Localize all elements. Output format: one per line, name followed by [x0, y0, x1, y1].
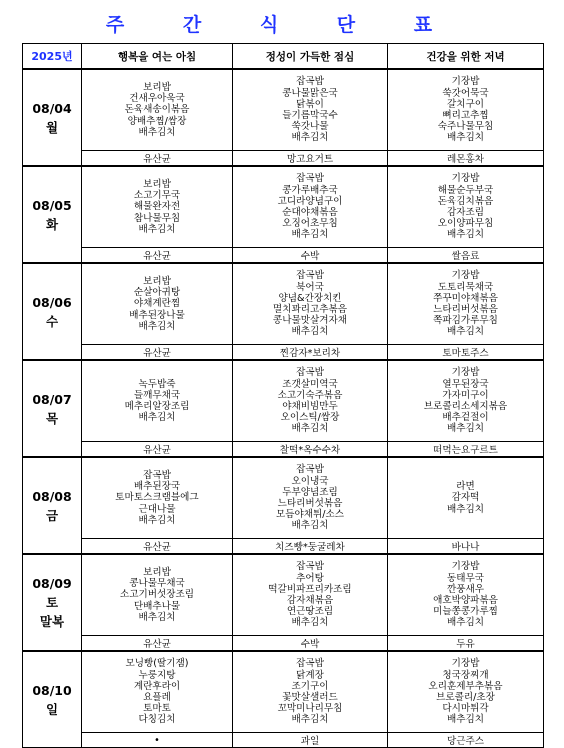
- dinner-item: 해물순두부국: [437, 184, 494, 196]
- lunch-item: 잡곡밥: [296, 173, 324, 185]
- dinner-item: 기장밥: [451, 76, 480, 88]
- lunch-item: 배추김치: [291, 617, 329, 629]
- dinner-cell: [388, 651, 544, 733]
- dinner-item: 쭈꾸미야채볶음: [433, 292, 498, 304]
- snack-morning: 유산균: [82, 442, 233, 458]
- lunch-cell: [233, 69, 388, 151]
- dinner-item: 배추김치: [446, 132, 485, 144]
- lunch-item: 들기름막국수: [282, 110, 338, 121]
- day-weekday: 일: [45, 701, 59, 717]
- dinner-item: 감자떡: [451, 492, 480, 504]
- breakfast-cell: [82, 651, 233, 733]
- breakfast-item: 토마토스크램블에그: [115, 492, 199, 504]
- day-row: [23, 263, 544, 345]
- lunch-item: 순대야채볶음: [282, 207, 338, 218]
- dinner-cell: [388, 69, 544, 151]
- snack-row: [23, 636, 544, 652]
- dinner-item: 오리훈제부추볶음: [428, 680, 503, 692]
- dinner-item: 돈육김치볶음: [437, 195, 494, 207]
- day-weekday: 수: [45, 313, 59, 329]
- lunch-item: 연근땅조림: [286, 606, 334, 618]
- breakfast-cell: [82, 554, 233, 636]
- dinner-item: 배추김치: [446, 423, 485, 435]
- lunch-item: 모듬야채튀/소스: [275, 509, 345, 521]
- lunch-item: 고디라양념구이: [277, 195, 343, 207]
- breakfast-item: 보리밥: [143, 81, 171, 93]
- snack-afternoon: 찰떡*옥수수차: [233, 442, 388, 458]
- snack-afternoon: 치즈빵*둥굴레차: [233, 539, 388, 555]
- dinner-item: 배추김치: [446, 326, 485, 338]
- dinner-item: 동태무국: [446, 572, 485, 584]
- breakfast-item: 계란후라이: [133, 680, 181, 692]
- snack-evening: 쌀음료: [388, 248, 544, 264]
- breakfast-item: 콩나물무채국: [129, 578, 185, 590]
- dinner-item: 쪽파김가루무침: [433, 315, 498, 327]
- dinner-item: 기장밥: [451, 173, 480, 185]
- snack-evening: 토마토주스: [388, 345, 544, 361]
- dinner-item: 열무된장국: [442, 378, 489, 390]
- breakfast-item: 모닝빵(딸기잼): [125, 658, 189, 670]
- day-date: 08/07: [32, 391, 72, 407]
- dinner-cell: [388, 554, 544, 636]
- lunch-item: 배추김치: [291, 423, 329, 435]
- lunch-item: 잡곡밥: [296, 464, 324, 476]
- dinner-item: 쑥갓어묵국: [442, 87, 489, 99]
- day-date: 08/08: [32, 488, 72, 504]
- lunch-item: 닭계장: [296, 669, 324, 681]
- lunch-item: 콩가루배추국: [282, 184, 338, 196]
- snack-row: [23, 248, 544, 264]
- snack-morning: 유산균: [82, 345, 233, 361]
- day-label: [23, 457, 82, 554]
- dinner-item: 배추김치: [446, 714, 485, 726]
- lunch-cell: [233, 651, 388, 733]
- day-label: [23, 263, 82, 360]
- dinner-item: 배추김치: [446, 229, 485, 241]
- lunch-item: 배추김치: [291, 326, 329, 338]
- dinner-cell: [388, 263, 544, 345]
- lunch-item: 잡곡밥: [296, 658, 324, 670]
- dinner-item: 도토리묵채국: [437, 281, 494, 293]
- breakfast-item: 배추김치: [138, 611, 176, 623]
- lunch-item: 쑥갓나물: [291, 121, 329, 133]
- day-row: [23, 360, 544, 442]
- breakfast-item: 소고기버섯장조림: [119, 589, 195, 601]
- dinner-item: 느타리버섯볶음: [433, 304, 498, 315]
- lunch-item: 오징어초무침: [282, 218, 338, 230]
- breakfast-cell: [82, 69, 233, 151]
- lunch-item: 콩나물맛살겨자채: [272, 315, 348, 327]
- dinner-item: 애호박양파볶음: [433, 595, 498, 606]
- breakfast-item: 배추김치: [138, 126, 176, 138]
- day-weekday: 금: [45, 507, 59, 523]
- dinner-item: 기장밥: [451, 658, 480, 670]
- lunch-item: 추어탕: [296, 572, 324, 584]
- breakfast-item: 순살아귀탕: [133, 287, 181, 299]
- breakfast-cell: [82, 166, 233, 248]
- lunch-item: 콩나물맑은국: [282, 87, 338, 99]
- breakfast-item: 건새우아욱국: [129, 93, 185, 105]
- lunch-item: 배추김치: [291, 229, 329, 241]
- day-row: [23, 554, 544, 636]
- day-date: 08/10: [32, 682, 72, 698]
- dinner-item: 오이양파무침: [437, 218, 494, 230]
- day-weekday: 목: [45, 410, 59, 426]
- weekly-menu-table: [22, 43, 544, 748]
- lunch-item: 오이냉국: [291, 475, 329, 487]
- day-date: 08/09: [32, 576, 72, 591]
- breakfast-item: 보리밥: [143, 178, 171, 190]
- day-row: [23, 166, 544, 248]
- breakfast-item: 돈육새송이볶음: [124, 104, 190, 116]
- day-weekday: 화: [45, 216, 59, 232]
- lunch-item: 떡갈비파프리카조림: [268, 583, 352, 595]
- lunch-item: 잡곡밥: [296, 76, 324, 88]
- lunch-item: 꼬막미나리무침: [277, 703, 343, 715]
- breakfast-item: 배추김치: [138, 412, 176, 424]
- dinner-item: 배추김치: [446, 503, 485, 515]
- breakfast-item: 소고기무국: [133, 190, 181, 202]
- dinner-item: 감자조림: [446, 207, 485, 218]
- dinner-item: 가자미구이: [442, 389, 489, 401]
- lunch-cell: [233, 166, 388, 248]
- snack-row: [23, 539, 544, 555]
- page-title: 주 간 식 단 표: [105, 14, 459, 36]
- snack-evening: 두유: [388, 636, 544, 652]
- breakfast-item: 참나물무침: [133, 212, 181, 224]
- breakfast-item: 다칭김치: [138, 714, 176, 726]
- lunch-item: 조갯살미역국: [282, 378, 338, 390]
- breakfast-item: 요플레: [143, 692, 171, 703]
- dinner-cell: [388, 166, 544, 248]
- day-date: 08/05: [32, 197, 72, 213]
- lunch-item: 잡곡밥: [296, 561, 324, 573]
- dinner-item: 뼈리고추찜: [442, 110, 489, 121]
- day-label: [23, 69, 82, 166]
- day-extra: 말복: [39, 614, 65, 629]
- breakfast-item: 잡곡밥: [143, 469, 171, 481]
- dinner-item: 숙주나물무침: [437, 121, 494, 133]
- lunch-item: 조기구이: [291, 680, 329, 692]
- day-label: [23, 166, 82, 263]
- day-label: [23, 360, 82, 457]
- lunch-item: 감자채볶음: [286, 595, 334, 606]
- dinner-item: 기장밥: [451, 270, 480, 282]
- lunch-item: 양념&간장치킨: [278, 292, 342, 304]
- dinner-item: 미늘쫑콩가루찜: [433, 606, 498, 618]
- breakfast-item: 토마토: [143, 703, 171, 715]
- snack-row: [23, 151, 544, 167]
- dinner-cell: [388, 457, 544, 539]
- snack-afternoon: 과일: [233, 733, 388, 748]
- lunch-cell: [233, 457, 388, 539]
- snack-afternoon: 수박: [233, 636, 388, 652]
- dinner-item: 갈치구이: [446, 98, 485, 110]
- dinner-item: 브로콜리/초장: [436, 692, 495, 703]
- day-row: [23, 651, 544, 733]
- snack-afternoon: 수박: [233, 248, 388, 264]
- lunch-cell: [233, 554, 388, 636]
- snack-morning: •: [82, 733, 233, 748]
- lunch-item: 소고기숙주볶음: [277, 389, 343, 401]
- lunch-item: 오이스틱/쌈장: [280, 412, 340, 424]
- lunch-item: 두부양념조림: [282, 486, 338, 498]
- snack-row: [23, 442, 544, 458]
- breakfast-item: 보리밥: [143, 566, 171, 578]
- lunch-item: 느타리버섯볶음: [277, 498, 343, 509]
- dinner-cell: [388, 360, 544, 442]
- snack-evening: 바나나: [388, 539, 544, 555]
- dinner-item: 라면: [456, 481, 475, 493]
- snack-afternoon: 망고요거트: [233, 151, 388, 167]
- lunch-cell: [233, 360, 388, 442]
- header-breakfast: 행복을 여는 아침: [82, 44, 233, 70]
- lunch-item: 닭볶이: [296, 98, 324, 110]
- lunch-item: 배추김치: [291, 714, 329, 726]
- lunch-item: 꽃맛살샐러드: [282, 692, 338, 703]
- breakfast-item: 녹두밥죽: [138, 378, 176, 390]
- dinner-item: 배추김치: [446, 617, 485, 629]
- breakfast-item: 메추리알장조림: [124, 401, 190, 412]
- snack-row: [23, 733, 544, 748]
- dinner-item: 배추겉절이: [442, 412, 489, 424]
- snack-afternoon: 찐감자*보리차: [233, 345, 388, 361]
- day-row: [23, 457, 544, 539]
- breakfast-cell: [82, 457, 233, 539]
- breakfast-item: 배추김치: [138, 514, 176, 526]
- day-weekday: 월: [45, 119, 59, 135]
- lunch-item: 잡곡밥: [296, 270, 324, 282]
- dinner-item: 기장밥: [451, 561, 480, 573]
- header-row: [23, 44, 544, 70]
- lunch-item: 북어국: [296, 281, 324, 293]
- breakfast-item: 근대나물: [138, 503, 176, 515]
- day-row: [23, 69, 544, 151]
- snack-morning: 유산균: [82, 539, 233, 555]
- snack-evening: 당근주스: [388, 733, 544, 748]
- lunch-item: 배추김치: [291, 132, 329, 144]
- day-date: 08/04: [32, 100, 72, 116]
- breakfast-item: 단배추나물: [133, 600, 181, 612]
- breakfast-item: 배추김치: [138, 320, 176, 332]
- dinner-item: 브로콜리소세지볶음: [423, 401, 508, 412]
- lunch-item: 멸치꽈리고추볶음: [272, 304, 348, 315]
- dinner-item: 기장밥: [451, 367, 480, 379]
- breakfast-item: 들깨무채국: [133, 389, 181, 401]
- breakfast-item: 배추된장나물: [129, 309, 185, 321]
- breakfast-item: 배추된장국: [133, 481, 181, 493]
- lunch-item: 야채비빔만두: [282, 401, 338, 412]
- snack-morning: 유산균: [82, 636, 233, 652]
- lunch-item: 배추김치: [291, 520, 329, 532]
- breakfast-item: 누룽지탕: [138, 669, 176, 681]
- dinner-item: 깐풍새우: [446, 583, 485, 595]
- header-dinner: 건강을 위한 저녁: [388, 44, 544, 70]
- lunch-cell: [233, 263, 388, 345]
- dinner-item: 청국장찌개: [442, 669, 489, 681]
- breakfast-cell: [82, 360, 233, 442]
- day-date: 08/06: [32, 294, 72, 310]
- breakfast-item: 양배추찜/쌈장: [127, 115, 187, 127]
- header-lunch: 정성이 가득한 점심: [233, 44, 388, 70]
- breakfast-item: 보리밥: [143, 275, 171, 287]
- breakfast-item: 해물완자전: [133, 201, 181, 213]
- day-weekday: 토: [45, 595, 59, 610]
- snack-evening: 떠먹는요구르트: [388, 442, 544, 458]
- breakfast-item: 배추김치: [138, 223, 176, 235]
- header-year: 2025년: [23, 44, 82, 70]
- day-label: [23, 651, 82, 748]
- day-label: [23, 554, 82, 651]
- breakfast-cell: [82, 263, 233, 345]
- snack-evening: 레몬홍차: [388, 151, 544, 167]
- dinner-item: 다시마튀각: [442, 703, 489, 715]
- snack-morning: 유산균: [82, 248, 233, 264]
- snack-morning: 유산균: [82, 151, 233, 167]
- lunch-item: 잡곡밥: [296, 367, 324, 379]
- snack-row: [23, 345, 544, 361]
- breakfast-item: 야채계란찜: [133, 298, 181, 310]
